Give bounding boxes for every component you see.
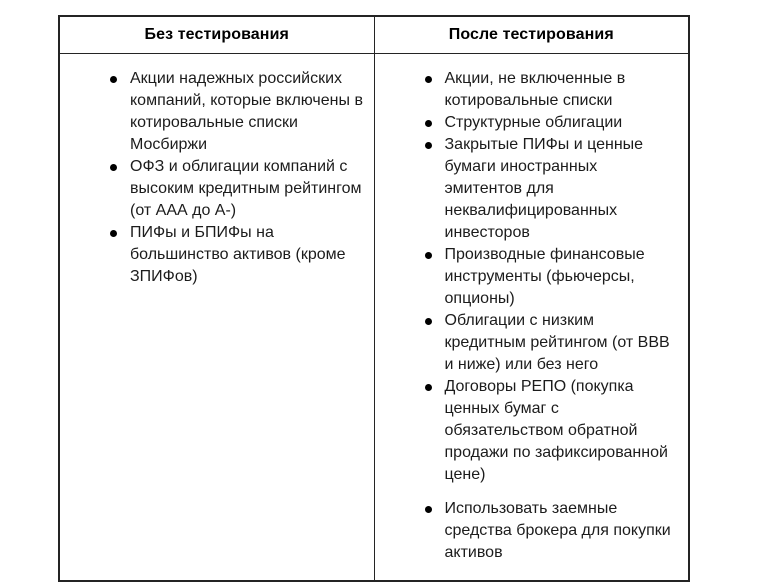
column-header-after-testing: После тестирования <box>374 16 689 54</box>
without-testing-list <box>60 68 370 288</box>
list-item: ПИФы и БПИФы на большинство активов (кроме ЗПИФов) <box>130 222 364 288</box>
after-testing-list <box>375 68 685 564</box>
testing-comparison-table <box>58 15 690 582</box>
list-item: Закрытые ПИФы и ценные бумаги иностранных эмитентов для неквалифицированных инвесторов <box>445 134 679 244</box>
list-item: Акции надежных российских компаний, которые включены в котировальные списки Мосбиржи <box>130 68 364 156</box>
list-item: ОФЗ и облигации компаний с высоким кредитным рейтингом (от ААА до А-) <box>130 156 364 222</box>
list-item: Производные финансовые инструменты (фьючерсы, опционы) <box>445 244 679 310</box>
list-item: Акции, не включенные в котировальные списки <box>445 68 679 112</box>
list-item: Структурные облигации <box>445 112 679 134</box>
table-header-row <box>59 16 689 54</box>
list-item: Использовать заемные средства брокера для покупки активов <box>445 498 679 564</box>
list-item: Договоры РЕПО (покупка ценных бумаг с обязательством обратной продажи по зафиксированной цене) <box>445 376 679 486</box>
list-item: Облигации с низким кредитным рейтингом (от ВВВ и ниже) или без него <box>445 310 679 376</box>
without-testing-cell <box>59 54 374 582</box>
table-body-row <box>59 54 689 582</box>
column-header-without-testing: Без тестирования <box>59 16 374 54</box>
after-testing-cell <box>374 54 689 582</box>
